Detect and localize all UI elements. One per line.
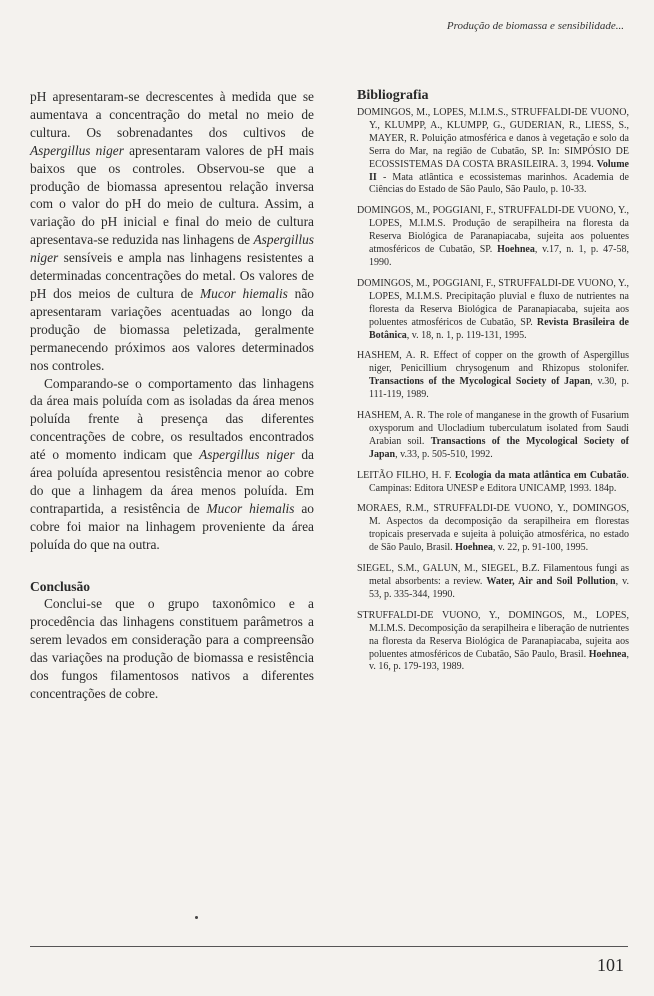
bibliography-heading: Bibliografia	[357, 88, 429, 103]
paragraph-ph-results: pH apresentaram-se decrescentes à medida que se aumentava a concentração do metal no meio de cultura. Os sobrenadantes dos cultivos de Aspergillus niger apresentaram valores de pH mais baixos que os controles. Observou-se que a produção de biomassa apresentou relação inversa com o valor do pH do meio de cultura. Assim, a variação do pH inicial e final do meio de cultura apresentava-se reduzida nas linhagens de Aspergillus niger sensíveis e ampla nas linhagens resistentes a determinadas concentrações do metal. Os valores de pH dos meios de cultura de Mucor hiemalis não apresentaram variações acentuadas ao longo da produção de biomassa peletizada, geralmente permanecendo próximos aos valores determinados nos controles.	[30, 89, 314, 373]
reference-item: DOMINGOS, M., LOPES, M.I.M.S., STRUFFALDI-DE VUONO, Y., KLUMPP, A., KLUMPP, G., GUDERIAN, R., LIESS, S., MAYER, R. Poluição atmosférica e danos à vegetação e solo da Serra do Mar, na região de Cubatão, SP. In: SIMPÓSIO DE ECOSSISTEMAS DA COSTA BRASILEIRA. 3, 1994. Volume II - Mata atlântica e ecossistemas marinhos. Academia de Ciências do Estado de São Paulo, São Paulo, p. 10-33.	[357, 107, 629, 196]
conclusion-heading: Conclusão	[30, 578, 91, 594]
bibliography-column	[357, 88, 629, 682]
reference-item: DOMINGOS, M., POGGIANI, F., STRUFFALDI-DE VUONO, Y., LOPES, M.I.M.S. Produção de serapilheira na floresta da Reserva Biológica de Paranapiacaba, sujeita aos poluentes atmosféricos de Cubatão, SP. Hoehnea, v.17, n. 1, p. 47-58, 1990.	[357, 205, 630, 268]
reference-item: DOMINGOS, M., POGGIANI, F., STRUFFALDI-DE VUONO, Y., LOPES, M.I.M.S. Precipitação pluvial e fluxo de nutrientes na floresta da Reserva Biológica de Paranapiacaba, sujeita aos poluentes atmosféricos de Cubatão, SP. Revista Brasileira de Botânica, v. 18, n. 1, p. 119-131, 1995.	[357, 277, 629, 341]
running-header: Produção de biomassa e sensibilidade...	[446, 20, 624, 32]
reference-item: HASHEM, A. R. Effect of copper on the growth of Aspergillus niger, Penicillium chrysogenum and Rhizopus stolonifer. Transactions of the Mycological Society of Japan, v.30, p. 111-119, 1989.	[357, 350, 629, 401]
stray-mark	[195, 916, 198, 919]
reference-item: HASHEM, A. R. The role of manganese in the growth of Fusarium oxysporum and Ulocladium tuberculatum isolated from Saudi Arabian soil. Transactions of the Mycological Society of Japan, v.33, p. 505-510, 1992.	[357, 410, 630, 460]
body-text-column	[30, 88, 314, 703]
paragraph-conclusion: Conclui-se que o grupo taxonômico e a procedência das linhagens constituem parâmetros a serem levados em consideração para a compreensão das variações na produção de biomassa e resistência dos fungos filamentosos nativos a diferentes concentrações de cobre.	[30, 596, 314, 701]
reference-item: STRUFFALDI-DE VUONO, Y., DOMINGOS, M., LOPES, M.I.M.S. Decomposição da serapilheira e liberação de nutrientes na floresta da Reserva Biológica de Paranapiacaba, sujeita aos poluentes atmosféricos de Cubatão, São Paulo, Brasil. Hoehnea, v. 16, p. 179-193, 1989.	[357, 609, 629, 673]
reference-item: SIEGEL, S.M., GALUN, M., SIEGEL, B.Z. Filamentous fungi as metal absorbents: a review. Water, Air and Soil Pollution, v. 53, p. 335-344, 1990.	[357, 563, 629, 600]
footer-rule	[30, 946, 628, 947]
reference-list	[357, 107, 629, 674]
reference-item: LEITÃO FILHO, H. F. Ecologia da mata atlântica em Cubatão. Campinas: Editora UNESP e Editora UNICAMP, 1993. 184p.	[357, 469, 630, 494]
paragraph-comparison: Comparando-se o comportamento das linhagens da área mais poluída com as isoladas da área menos poluída frente à presença das diferentes concentrações de cobre, os resultados encontrados até o momento indicam que Aspergillus niger da área poluída apresentou resistência menor ao cobre do que a linhagem da área menos poluída. Em contrapartida, a resistência de Mucor hiemalis ao cobre foi maior na linhagem proveniente da área poluída do que na outra.	[30, 375, 314, 552]
reference-item: MORAES, R.M., STRUFFALDI-DE VUONO, Y., DOMINGOS, M. Aspectos da decomposição da serapilheira em florestas tropicais preservada e sujeita à poluição atmosférica, no estado de São Paulo, Brasil. Hoehnea, v. 22, p. 91-100, 1995.	[357, 503, 629, 554]
page-number: 101	[597, 955, 624, 975]
